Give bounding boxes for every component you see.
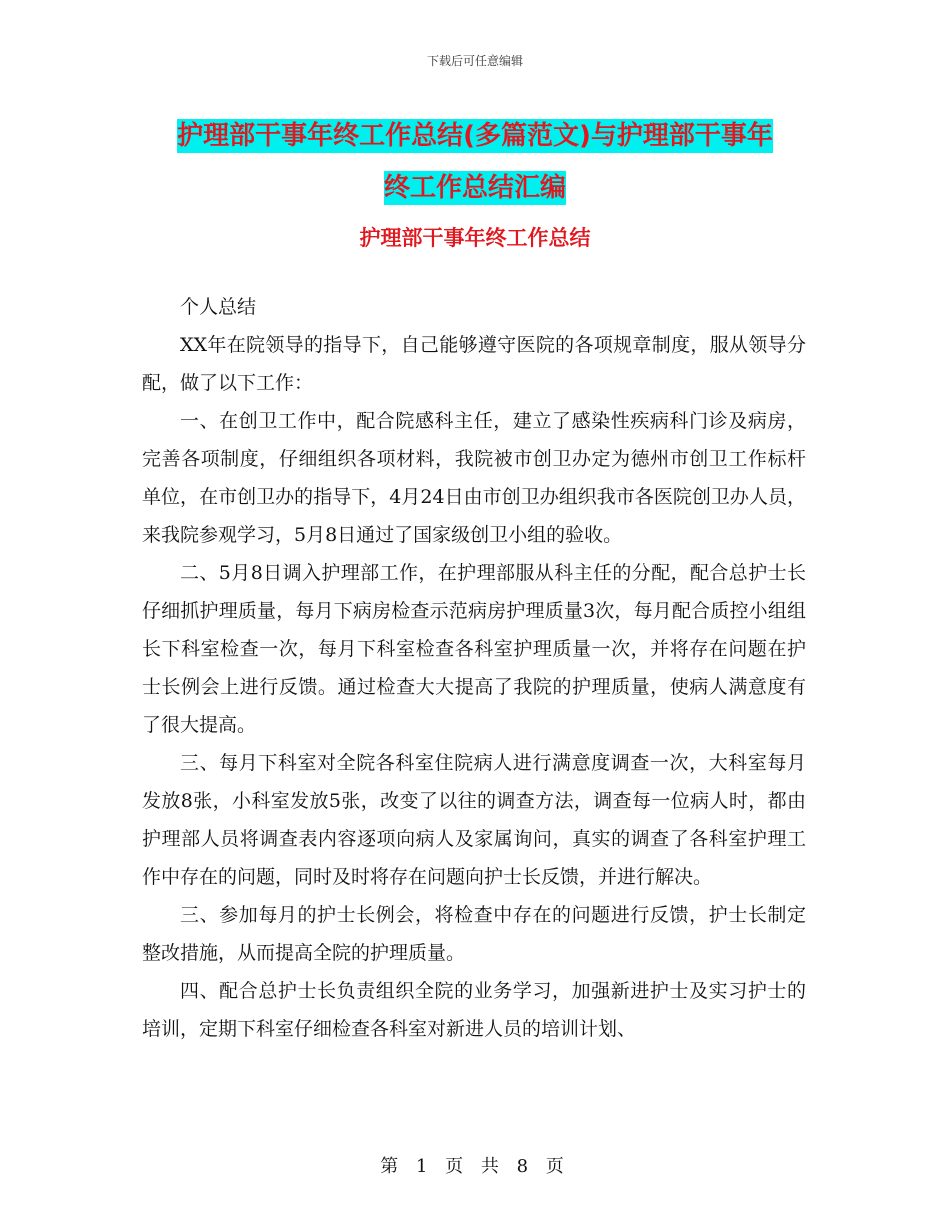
paragraph: 二、5月8日调入护理部工作，在护理部服从科主任的分配，配合总护士长仔细抓护理质量，每月下病房检查示范病房护理质量3次，每月配合质控小组组长下科室检查一次，每月下科室检查各科室护理质量一次，并将存在问题在护士长例会上进行反馈。通过检查大大提高了我院的护理质量，使病人满意度有了很大提高。 xyxy=(142,562,806,736)
document-title-line2: 终工作总结汇编 xyxy=(383,173,566,203)
paragraph: 个人总结 xyxy=(180,296,257,318)
document-body xyxy=(142,288,806,1048)
paragraph: 四、配合总护士长负责组织全院的业务学习，加强新进护士及实习护士的培训，定期下科室仔细检查各科室对新进人员的培训计划、 xyxy=(142,980,806,1040)
document-title xyxy=(140,110,810,214)
paragraph: 一、在创卫工作中，配合院感科主任，建立了感染性疾病科门诊及病房，完善各项制度，仔细组织各项材料，我院被市创卫办定为德州市创卫工作标杆单位，在市创卫办的指导下，4月24日由市创卫办组织我市各医院创卫办人员，来我院参观学习，5月8日通过了国家级创卫小组的验收。 xyxy=(142,410,806,546)
header-note: 下载后可任意编辑 xyxy=(426,54,523,68)
document-title-line1: 护理部干事年终工作总结(多篇范文)与护理部干事年 xyxy=(177,121,773,151)
paragraph: 三、参加每月的护士长例会，将检查中存在的问题进行反馈，护士长制定整改措施，从而提高全院的护理质量。 xyxy=(142,904,806,964)
section-heading: 护理部干事年终工作总结 xyxy=(359,226,591,250)
paragraph: 三、每月下科室对全院各科室住院病人进行满意度调查一次，大科室每月发放8张，小科室发放5张，改变了以往的调查方法，调查每一位病人时，都由护理部人员将调查表内容逐项向病人及家属询问，真实的调查了各科室护理工作中存在的问题，同时及时将存在问题向护士长反馈，并进行解决。 xyxy=(142,752,806,888)
page-footer: 第 1 页 共 8 页 xyxy=(380,1156,570,1177)
paragraph: XX年在院领导的指导下，自己能够遵守医院的各项规章制度，服从领导分配，做了以下工作： xyxy=(142,334,806,394)
